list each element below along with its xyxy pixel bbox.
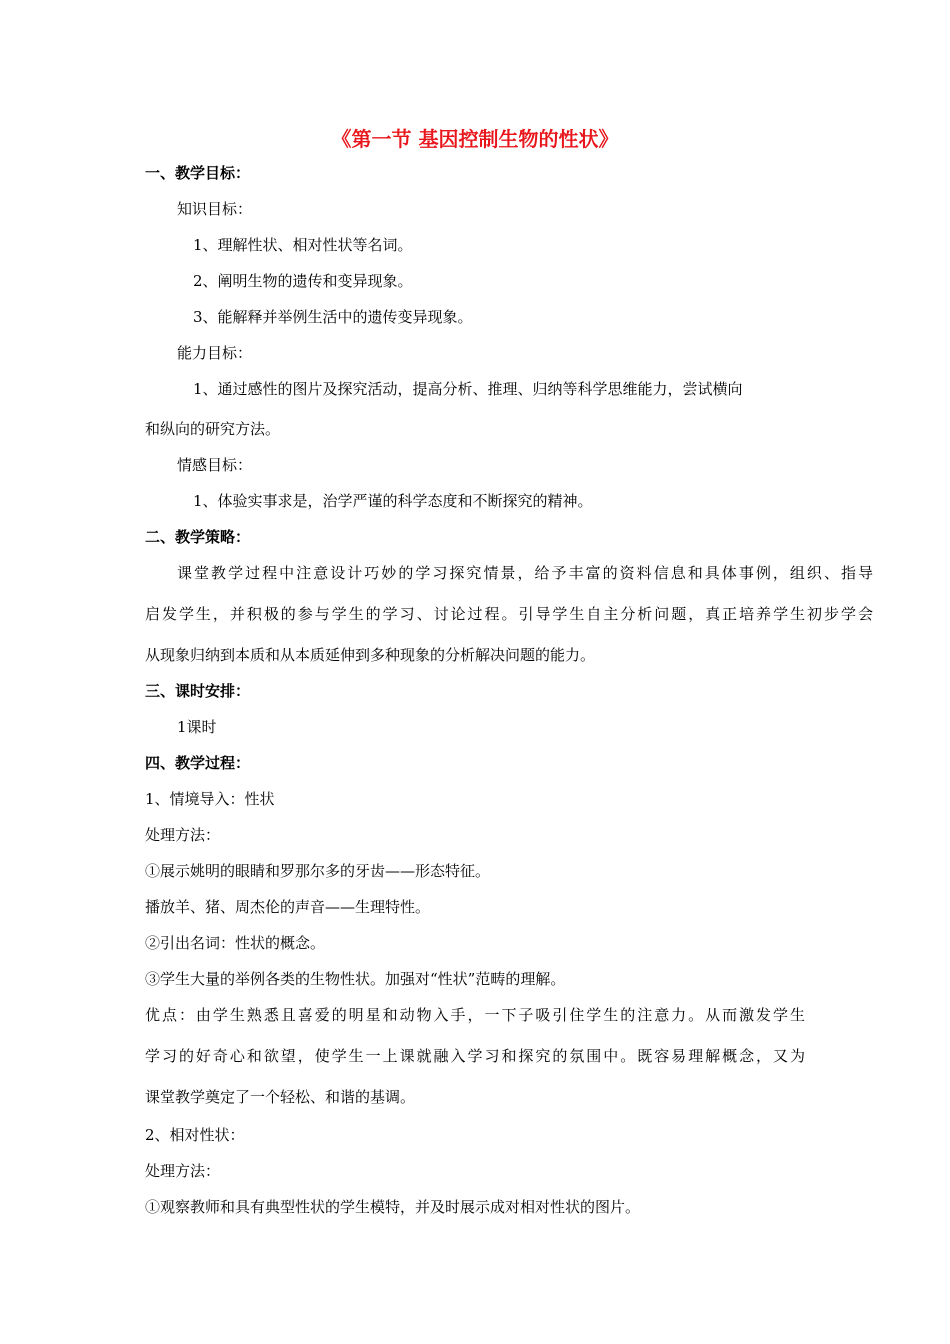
process-method-label: 处理方法： <box>145 1162 221 1180</box>
knowledge-goal-item: 1、理解性状、相对性状等名词。 <box>193 236 413 254</box>
process-step-heading: 1、情境导入：性状 <box>145 790 275 808</box>
class-hours-value: 1课时 <box>177 718 217 736</box>
section-heading-teaching-process: 四、教学过程： <box>145 754 251 772</box>
ability-goal-item-continued: 和纵向的研究方法。 <box>145 420 281 438</box>
process-item: ②引出名词：性状的概念。 <box>145 934 326 952</box>
subheading-emotion-goals: 情感目标： <box>177 456 253 474</box>
advantage-paragraph-line: 学习的好奇心和欲望，使学生一上课就融入学习和探究的氛围中。既容易理解概念，又为 <box>145 1047 805 1065</box>
process-item: 播放羊、猪、周杰伦的声音——生理特性。 <box>145 898 431 916</box>
strategy-paragraph-line: 启发学生，并积极的参与学生的学习、讨论过程。引导学生自主分析问题，真正培养学生初步学会 <box>145 605 873 623</box>
subheading-ability-goals: 能力目标： <box>177 344 253 362</box>
subheading-knowledge-goals: 知识目标： <box>177 200 253 218</box>
strategy-paragraph-line: 从现象归纳到本质和从本质延伸到多种现象的分析解决问题的能力。 <box>145 646 596 664</box>
advantage-paragraph-line: 优点：由学生熟悉且喜爱的明星和动物入手，一下子吸引住学生的注意力。从而激发学生 <box>145 1006 805 1024</box>
knowledge-goal-item: 2、阐明生物的遗传和变异现象。 <box>193 272 413 290</box>
section-heading-teaching-strategy: 二、教学策略： <box>145 528 251 546</box>
process-step-heading: 2、相对性状： <box>145 1126 245 1144</box>
emotion-goal-item: 1、体验实事求是，治学严谨的科学态度和不断探究的精神。 <box>193 492 593 510</box>
document-title: 《第一节 基因控制生物的性状》 <box>331 127 619 151</box>
process-method-label: 处理方法： <box>145 826 221 844</box>
section-heading-class-hours: 三、课时安排： <box>145 682 251 700</box>
strategy-paragraph-line: 课堂教学过程中注意设计巧妙的学习探究情景，给予丰富的资料信息和具体事例，组织、指导 <box>177 564 873 582</box>
process-item: ①展示姚明的眼睛和罗那尔多的牙齿——形态特征。 <box>145 862 491 880</box>
knowledge-goal-item: 3、能解释并举例生活中的遗传变异现象。 <box>193 308 473 326</box>
process-item: ③学生大量的举例各类的生物性状。加强对“性状”范畴的理解。 <box>145 970 566 988</box>
process-item: ①观察教师和具有典型性状的学生模特，并及时展示成对相对性状的图片。 <box>145 1198 641 1216</box>
ability-goal-item: 1、通过感性的图片及探究活动，提高分析、推理、归纳等科学思维能力，尝试横向 <box>193 380 743 398</box>
section-heading-teaching-goals: 一、教学目标： <box>145 164 251 182</box>
advantage-paragraph-line: 课堂教学奠定了一个轻松、和谐的基调。 <box>145 1088 416 1106</box>
